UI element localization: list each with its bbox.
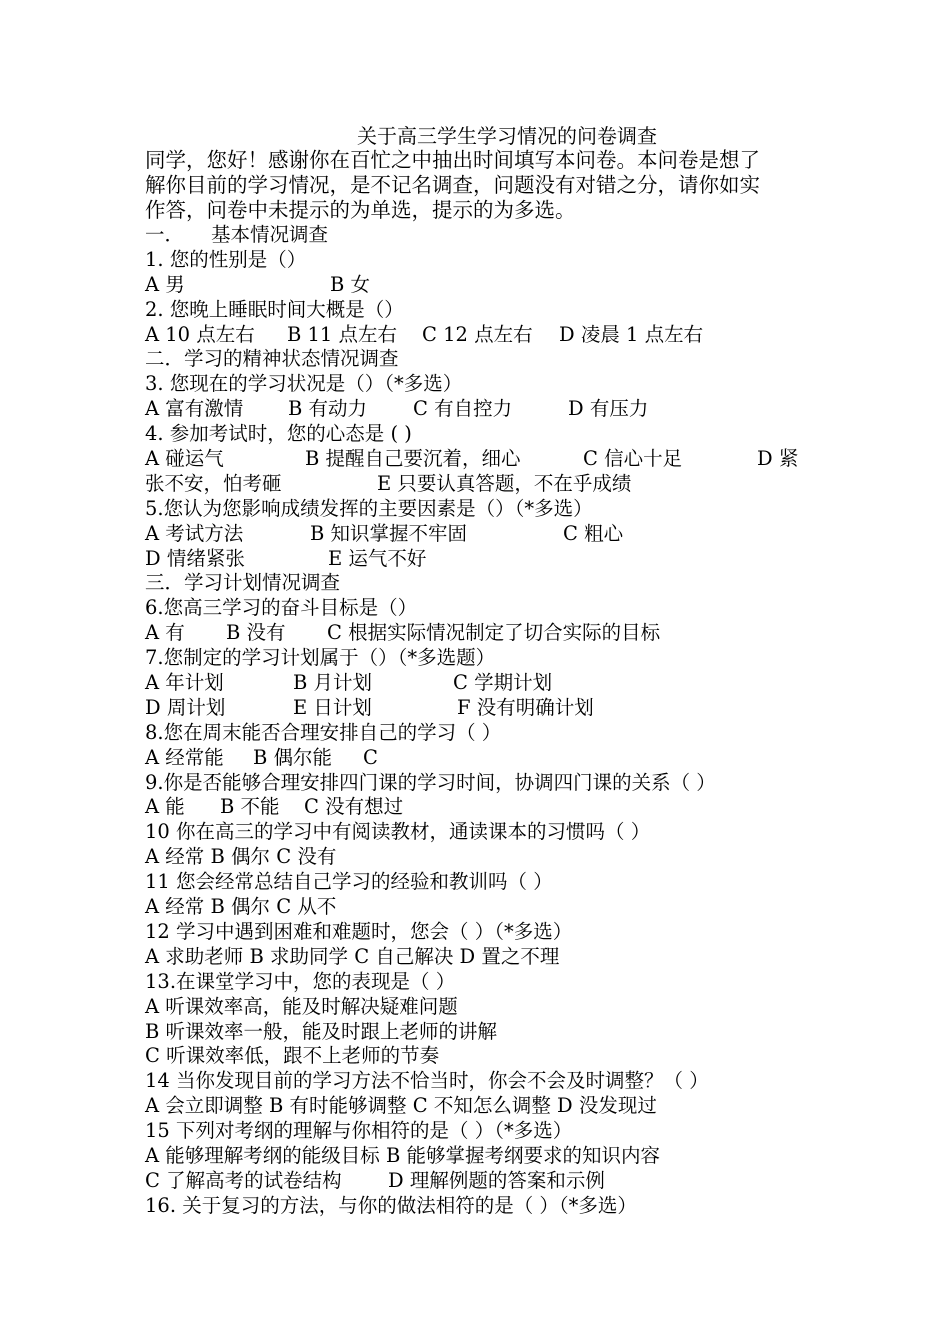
page-title: 关于高三学生学习情况的问卷调查: [357, 124, 657, 148]
question-text: D 紧: [757, 447, 799, 471]
question-text: 1. 您的性别是（）: [145, 247, 307, 271]
question-line: [145, 472, 815, 497]
question-line: [145, 920, 815, 945]
question-line: [145, 422, 815, 447]
question-line: [145, 721, 815, 746]
question-text: B 知识掌握不牢固: [310, 521, 468, 545]
question-text: C 12 点左右: [422, 322, 533, 346]
question-text: B 不能: [220, 795, 280, 819]
questionnaire-body: [145, 223, 815, 1219]
question-text: A 10 点左右: [145, 322, 255, 346]
question-text: 3. 您现在的学习状况是（）（*多选）: [145, 372, 463, 396]
intro-paragraph: [145, 148, 815, 223]
question-line: [145, 298, 815, 323]
question-text: 5.您认为您影响成绩发挥的主要因素是（）（*多选）: [145, 496, 593, 520]
question-line: [145, 397, 815, 422]
question-line: [145, 970, 815, 995]
question-text: D 理解例题的答案和示例: [388, 1168, 605, 1192]
question-text: 12 学习中遇到困难和难题时，您会（ ）（*多选）: [145, 919, 573, 943]
question-text: A 能够理解考纲的能级目标 B 能够掌握考纲要求的知识内容: [145, 1143, 661, 1167]
question-text: D 有压力: [568, 397, 649, 421]
question-text: B 月计划: [293, 671, 373, 695]
question-text: B 有动力: [288, 397, 368, 421]
question-line: [145, 671, 815, 696]
question-line: [145, 248, 815, 273]
question-text: 一．: [145, 223, 185, 246]
question-text: 14 当你发现目前的学习方法不恰当时，你会不会及时调整？（ ）: [145, 1069, 709, 1093]
question-text: B 提醒自己要沉着，细心: [305, 447, 521, 471]
question-line: [145, 870, 815, 895]
question-text: C 学期计划: [453, 671, 553, 695]
question-line: [145, 1044, 815, 1069]
question-line: [145, 696, 815, 721]
question-text: B 偶尔能: [253, 745, 333, 769]
question-text: 二．学习的精神状态情况调查: [145, 347, 399, 371]
intro-line: 解你目前的学习情况，是不记名调查，问题没有对错之分，请你如实: [145, 173, 760, 197]
question-text: C 了解高考的试卷结构: [145, 1168, 342, 1192]
question-text: E 运气不好: [328, 546, 427, 570]
question-text: D 周计划: [145, 695, 226, 719]
question-line: [145, 347, 815, 372]
question-text: 2. 您晚上睡眠时间大概是（）: [145, 297, 404, 321]
question-line: [145, 945, 815, 970]
question-text: A 碰运气: [145, 447, 224, 471]
question-text: 4. 参加考试时，您的心态是 ( ): [145, 422, 412, 446]
question-line: [145, 895, 815, 920]
question-text: A 年计划: [145, 671, 224, 695]
question-text: D 情绪紧张: [145, 546, 245, 570]
question-text: 三．学习计划情况调查: [145, 571, 341, 595]
question-line: [145, 273, 815, 298]
question-line: [145, 845, 815, 870]
question-line: [145, 372, 815, 397]
question-text: 10 你在高三的学习中有阅读教材，通读课本的习惯吗（ ）: [145, 820, 651, 844]
intro-line: 作答，问卷中未提示的为单选，提示的为多选。: [145, 198, 576, 222]
question-line: [145, 1194, 815, 1219]
question-text: D 凌晨 1 点左右: [559, 322, 704, 346]
question-text: A 会立即调整 B 有时能够调整 C 不知怎么调整 D 没发现过: [145, 1094, 657, 1118]
question-line: [145, 522, 815, 547]
question-line: [145, 223, 815, 248]
question-text: B 11 点左右: [287, 322, 398, 346]
question-line: [145, 995, 815, 1020]
question-text: 9.你是否能够合理安排四门课的学习时间，协调四门课的关系（ ）: [145, 770, 716, 794]
question-line: [145, 771, 815, 796]
question-line: [145, 795, 815, 820]
question-text: 张不安，怕考砸: [145, 471, 282, 495]
question-text: 13.在课堂学习中，您的表现是（ ）: [145, 969, 456, 993]
question-text: A 经常能: [145, 745, 224, 769]
question-text: E 只要认真答题，不在乎成绩: [377, 471, 632, 495]
question-text: C 根据实际情况制定了切合实际的目标: [327, 621, 661, 645]
question-line: [145, 621, 815, 646]
question-text: B 女: [330, 272, 371, 296]
question-line: [145, 820, 815, 845]
question-text: A 男: [145, 272, 185, 296]
question-text: C: [363, 745, 378, 769]
question-text: A 考试方法: [145, 521, 244, 545]
question-text: C 粗心: [563, 521, 624, 545]
question-line: [145, 746, 815, 771]
question-line: [145, 547, 815, 572]
question-line: [145, 1069, 815, 1094]
question-text: 15 下列对考纲的理解与你相符的是（ ）（*多选）: [145, 1119, 573, 1143]
question-text: C 有自控力: [413, 397, 513, 421]
question-text: 8.您在周末能否合理安排自己的学习（ ）: [145, 720, 502, 744]
question-line: [145, 1094, 815, 1119]
question-text: 16. 关于复习的方法，与你的做法相符的是（ ）（*多选）: [145, 1193, 637, 1217]
question-text: C 听课效率低，跟不上老师的节奏: [145, 1044, 440, 1068]
question-line: [145, 571, 815, 596]
question-line: [145, 1119, 815, 1144]
question-line: [145, 596, 815, 621]
question-text: B 听课效率一般，能及时跟上老师的讲解: [145, 1019, 498, 1043]
question-line: [145, 1144, 815, 1169]
question-text: 11 您会经常总结自己学习的经验和教训吗（ ）: [145, 870, 553, 894]
question-text: 6.您高三学习的奋斗目标是（）: [145, 596, 418, 620]
question-text: C 信心十足: [583, 447, 683, 471]
question-text: A 经常 B 偶尔 C 从不: [145, 895, 337, 919]
question-text: C 没有想过: [304, 795, 404, 819]
question-text: E 日计划: [293, 695, 372, 719]
question-line: [145, 646, 815, 671]
question-text: B 没有: [226, 621, 286, 645]
question-line: [145, 323, 815, 348]
question-text: 基本情况调查: [211, 223, 329, 246]
intro-line: 同学，您好！感谢你在百忙之中抽出时间填写本问卷。本问卷是想了: [145, 148, 760, 172]
question-line: [145, 1020, 815, 1045]
question-text: 7.您制定的学习计划属于（）（*多选题）: [145, 646, 496, 670]
question-line: [145, 447, 815, 472]
question-line: [145, 1169, 815, 1194]
question-line: [145, 497, 815, 522]
question-text: A 有: [145, 621, 185, 645]
question-text: A 求助老师 B 求助同学 C 自己解决 D 置之不理: [145, 944, 560, 968]
question-text: A 富有激情: [145, 397, 244, 421]
question-text: F 没有明确计划: [457, 695, 594, 719]
question-text: A 经常 B 偶尔 C 没有: [145, 845, 337, 869]
question-text: A 能: [145, 795, 185, 819]
question-text: A 听课效率高，能及时解决疑难问题: [145, 994, 458, 1018]
